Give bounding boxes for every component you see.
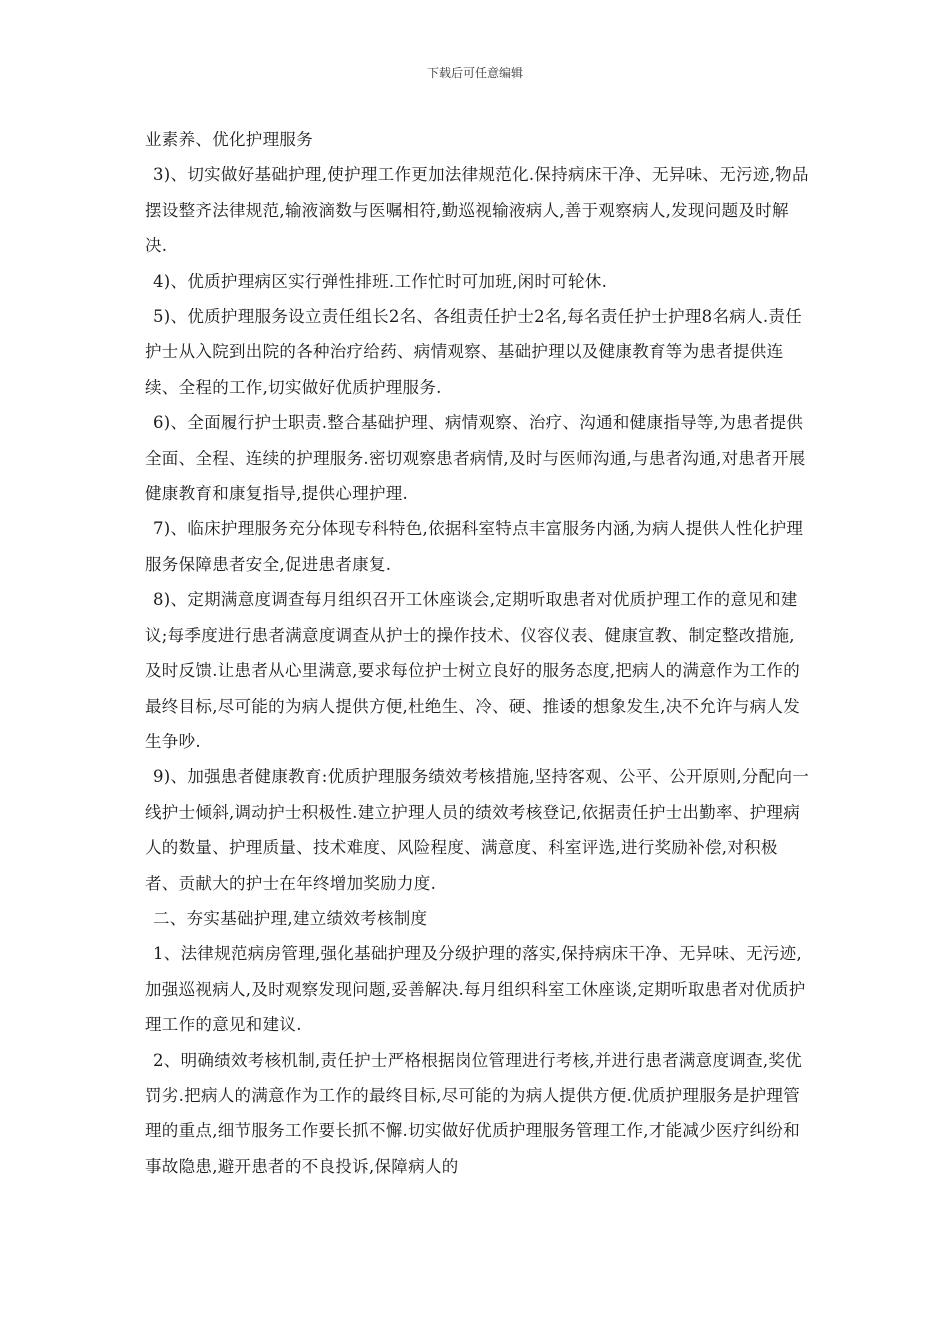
paragraph: 6)、全面履行护士职责.整合基础护理、病情观察、治疗、沟通和健康指导等,为患者提供全面、全程、连续的护理服务.密切观察患者病情,及时与医师沟通,与患者沟通,对患者开展健康教育和康复指导,提供心理护理. (145, 413, 806, 504)
document-body (145, 122, 810, 1184)
paragraph: 7)、临床护理服务充分体现专科特色,依据科室特点丰富服务内涵,为病人提供人性化护理服务保障患者安全,促进患者康复. (145, 519, 804, 574)
paragraph: 5)、优质护理服务设立责任组长2名、各组责任护士2名,每名责任护士护理8名病人.责任护士从入院到出院的各种治疗给药、病情观察、基础护理以及健康教育等为患者提供连续、全程的工作,切实做好优质护理服务. (145, 307, 803, 397)
paragraph: 9)、加强患者健康教育:优质护理服务绩效考核措施,坚持客观、公平、公开原则,分配向一线护士倾斜,调动护士积极性.建立护理人员的绩效考核登记,依据责任护士出勤率、护理病人的数量、护理质量、技术难度、风险程度、满意度、科室评选,进行奖励补偿,对积极者、贡献大的护士在年终增加奖励力度. (145, 767, 810, 893)
paragraph: 业素养、优化护理服务 (145, 130, 313, 149)
paragraph: 3)、切实做好基础护理,使护理工作更加法律规范化.保持病床干净、无异味、无污迹,物品摆设整齐法律规范,输液滴数与医嘱相符,勤巡视输液病人,善于观察病人,发现问题及时解决. (145, 165, 809, 256)
section-heading: 二、夯实基础护理,建立绩效考核制度 (153, 908, 428, 928)
paragraph: 2、明确绩效考核机制,责任护士严格根据岗位管理进行考核,并进行患者满意度调查,奖优罚劣.把病人的满意作为工作的最终目标,尽可能的为病人提供方便.优质护理服务是护理管理的重点,细节服务工作要长抓不懈.切实做好优质护理服务管理工作,才能减少医疗纠纷和事故隐患,避开患者的不良投诉,保障病人的 (145, 1050, 803, 1176)
paragraph: 1、法律规范病房管理,强化基础护理及分级护理的落实,保持病床干净、无异味、无污迹,加强巡视病人,及时观察发现问题,妥善解决.每月组织科室工休座谈,定期听取患者对优质护理工作的意见和建议. (145, 944, 806, 1035)
page-header-note: 下载后可任意编辑 (426, 66, 523, 80)
paragraph: 4)、优质护理病区实行弹性排班.工作忙时可加班,闲时可轮休. (153, 271, 608, 291)
paragraph: 8)、定期满意度调查每月组织召开工休座谈会,定期听取患者对优质护理工作的意见和建议;每季度进行患者满意度调查从护士的操作技术、仪容仪表、健康宣教、制定整改措施,及时反馈.让患者从心里满意,要求每位护士树立良好的服务态度,把病人的满意作为工作的最终目标,尽可能的为病人提供方便,杜绝生、冷、硬、推诿的想象发生,决不允许与病人发生争吵. (145, 590, 801, 751)
